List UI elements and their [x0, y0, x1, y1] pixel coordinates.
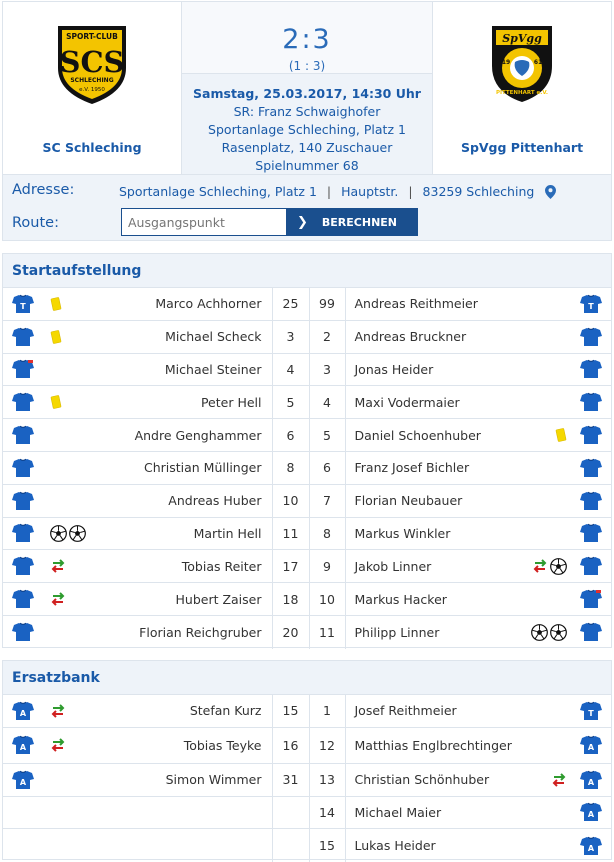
home-shirt — [3, 452, 43, 484]
away-shirt — [571, 764, 611, 796]
substitution-icon — [50, 559, 66, 573]
home-player-name[interactable]: Tobias Teyke — [183, 737, 262, 753]
svg-text:T: T — [588, 301, 594, 311]
away-shirt — [571, 616, 611, 649]
away-event-icons — [513, 518, 571, 550]
away-player-number: 5 — [309, 419, 346, 451]
away-player-name[interactable]: Florian Neubauer — [354, 493, 463, 509]
home-shirt — [3, 419, 43, 451]
route-start-input[interactable] — [121, 208, 287, 236]
away-event-icons — [513, 452, 571, 484]
pitch-info: Rasenplatz, 140 Zuschauer — [221, 140, 393, 155]
home-player-name[interactable]: Peter Hell — [200, 394, 262, 410]
away-event-icons — [513, 419, 571, 451]
away-player-number: 14 — [309, 797, 346, 829]
away-logo-bottom-text: PITTENHART e.V. — [495, 90, 549, 96]
address-place[interactable]: Sportanlage Schleching, Platz 1 — [119, 184, 317, 199]
player-row — [3, 485, 611, 518]
calculate-route-label: BERECHNEN — [321, 215, 397, 229]
shirt-icon — [12, 589, 34, 609]
goal-ball-icon — [531, 624, 548, 641]
away-event-icons — [513, 728, 571, 763]
home-event-icons — [43, 386, 103, 418]
bench-title: Ersatzbank — [3, 661, 611, 695]
home-team[interactable] — [3, 2, 181, 174]
substitution-icon — [551, 773, 567, 787]
shirt-icon — [12, 701, 34, 721]
halftime-score: (1 : 3) — [288, 59, 326, 73]
home-shirt — [3, 583, 43, 615]
venue: Sportanlage Schleching, Platz 1 — [208, 122, 406, 137]
away-event-icons — [513, 550, 571, 582]
svg-text:A: A — [19, 743, 27, 753]
lineup-table — [3, 288, 611, 649]
player-row — [3, 550, 611, 583]
home-player-number — [272, 829, 309, 862]
home-player-number: 4 — [272, 354, 309, 386]
shirt-icon — [580, 589, 602, 609]
map-pin-icon[interactable] — [545, 185, 556, 199]
away-logo-top-text: SpVgg — [502, 32, 542, 45]
player-row — [3, 764, 611, 797]
home-event-icons — [43, 485, 103, 517]
home-shirt — [3, 797, 43, 829]
shirt-icon — [580, 491, 602, 511]
shirt-icon — [580, 770, 602, 790]
shirt-icon — [580, 458, 602, 478]
away-player-number: 6 — [309, 452, 346, 484]
shirt-icon — [580, 327, 602, 347]
bench-table — [3, 695, 611, 862]
home-event-icons — [43, 354, 103, 386]
home-event-icons — [43, 550, 103, 582]
yellow-card-icon — [50, 395, 62, 409]
address-separator: | — [408, 184, 413, 199]
player-row — [3, 354, 611, 387]
away-player-name[interactable]: Christian Schönhuber — [354, 772, 490, 788]
score-box — [182, 2, 432, 74]
away-event-icons — [513, 695, 571, 727]
home-player-number: 17 — [272, 550, 309, 582]
home-player-number: 25 — [272, 288, 309, 320]
home-player-name[interactable]: Florian Reichgruber — [139, 624, 262, 640]
away-player-number: 12 — [309, 728, 346, 763]
shirt-icon — [580, 622, 602, 642]
away-player-number: 99 — [309, 288, 346, 320]
home-shirt — [3, 550, 43, 582]
chevron-right-icon: ❯ — [297, 214, 308, 230]
player-row — [3, 616, 611, 649]
away-event-icons — [513, 829, 571, 862]
away-shirt — [571, 695, 611, 727]
shirt-icon — [580, 392, 602, 412]
game-number: Spielnummer 68 — [255, 158, 359, 173]
shirt-icon — [12, 359, 34, 379]
away-player-name[interactable]: Franz Josef Bichler — [354, 460, 470, 476]
home-player-name[interactable]: Christian Müllinger — [143, 460, 262, 476]
goal-ball-icon — [50, 525, 67, 542]
address-line — [119, 184, 556, 199]
shirt-icon — [12, 523, 34, 543]
home-player-number: 18 — [272, 583, 309, 615]
away-player-name[interactable]: Josef Reithmeier — [354, 703, 457, 719]
home-shirt — [3, 354, 43, 386]
shirt-icon — [580, 836, 602, 856]
home-shirt — [3, 518, 43, 550]
away-player-number: 8 — [309, 518, 346, 550]
home-shirt — [3, 728, 43, 763]
home-event-icons — [43, 728, 103, 763]
home-shirt — [3, 288, 43, 320]
substitution-icon — [50, 592, 66, 606]
away-player-name[interactable]: Jakob Linner — [354, 558, 432, 574]
lineup-title: Startaufstellung — [3, 254, 611, 288]
bench-section — [2, 660, 612, 860]
svg-text:A: A — [587, 843, 595, 853]
shirt-icon — [580, 294, 602, 314]
away-player-name[interactable]: Maxi Vodermaier — [354, 394, 460, 410]
home-player-number: 10 — [272, 485, 309, 517]
home-player-number: 11 — [272, 518, 309, 550]
away-shirt — [571, 829, 611, 862]
shirt-icon — [12, 294, 34, 314]
away-player-name[interactable]: Michael Maier — [354, 804, 442, 820]
shirt-icon — [12, 622, 34, 642]
player-row — [3, 695, 611, 728]
home-shirt — [3, 764, 43, 796]
home-player-number: 5 — [272, 386, 309, 418]
home-event-icons — [43, 518, 103, 550]
svg-text:T: T — [20, 301, 26, 311]
home-player-name[interactable]: Tobias Reiter — [181, 558, 262, 574]
home-player-name[interactable]: Stefan Kurz — [189, 703, 262, 719]
away-player-name[interactable]: Andreas Reithmeier — [354, 296, 478, 312]
home-event-icons — [43, 764, 103, 796]
home-event-icons — [43, 616, 103, 649]
home-player-number: 31 — [272, 764, 309, 796]
address-label: Adresse: — [12, 182, 75, 198]
home-event-icons — [43, 288, 103, 320]
shirt-icon — [580, 802, 602, 822]
home-player-name[interactable]: Andre Genghammer — [134, 427, 262, 443]
away-shirt — [571, 485, 611, 517]
home-player-name[interactable] — [103, 797, 272, 829]
away-shirt — [571, 386, 611, 418]
home-team-logo[interactable] — [52, 22, 132, 106]
home-player-name[interactable]: Marco Achhorner — [155, 296, 262, 312]
home-player-number: 6 — [272, 419, 309, 451]
away-player-name[interactable]: Philipp Linner — [354, 624, 440, 640]
home-player-name[interactable]: Hubert Zaiser — [175, 591, 262, 607]
away-player-number: 15 — [309, 829, 346, 862]
svg-text:A: A — [19, 777, 27, 787]
home-shirt — [3, 386, 43, 418]
away-event-icons — [513, 386, 571, 418]
shirt-icon — [12, 770, 34, 790]
away-player-name[interactable]: Daniel Schoenhuber — [354, 427, 481, 443]
away-shirt — [571, 419, 611, 451]
shirt-icon — [12, 458, 34, 478]
calculate-route-button[interactable] — [287, 208, 418, 236]
address-route-panel — [2, 175, 612, 241]
home-shirt — [3, 321, 43, 353]
shirt-icon — [12, 491, 34, 511]
home-player-name[interactable]: Michael Scheck — [165, 329, 262, 345]
yellow-card-icon — [50, 330, 62, 344]
away-player-number: 11 — [309, 616, 346, 649]
away-logo-year-left: 19 — [501, 59, 511, 66]
away-player-number: 10 — [309, 583, 346, 615]
match-header — [2, 1, 612, 175]
goal-ball-icon — [69, 525, 86, 542]
home-event-icons — [43, 797, 103, 829]
home-shirt — [3, 485, 43, 517]
away-event-icons — [513, 764, 571, 796]
away-event-icons — [513, 616, 571, 649]
home-logo-letters: SCS — [59, 45, 125, 79]
svg-text:A: A — [587, 777, 595, 787]
svg-text:T: T — [588, 708, 594, 718]
home-event-icons — [43, 829, 103, 862]
away-event-icons — [513, 583, 571, 615]
match-info — [193, 85, 421, 175]
home-logo-year: e.V. 1950 — [79, 87, 105, 93]
home-player-name[interactable]: Simon Wimmer — [165, 772, 262, 788]
address-city[interactable]: 83259 Schleching — [422, 184, 535, 199]
home-player-number: 8 — [272, 452, 309, 484]
player-row — [3, 321, 611, 354]
away-shirt — [571, 354, 611, 386]
yellow-card-icon — [50, 297, 62, 311]
player-row — [3, 419, 611, 452]
away-shirt — [571, 583, 611, 615]
goal-ball-icon — [550, 558, 567, 575]
home-player-name[interactable]: Michael Steiner — [164, 361, 262, 377]
yellow-card-icon — [555, 428, 567, 442]
away-player-name[interactable]: Matthias Englbrechtinger — [354, 737, 512, 753]
away-team[interactable] — [433, 2, 611, 174]
away-player-name[interactable]: Markus Winkler — [354, 525, 451, 541]
svg-text:A: A — [19, 708, 27, 718]
goal-ball-icon — [550, 624, 567, 641]
player-row — [3, 386, 611, 419]
home-shirt — [3, 829, 43, 862]
away-shirt — [571, 728, 611, 763]
home-logo-bottom-text: SCHLECHING — [70, 77, 114, 84]
away-event-icons — [513, 288, 571, 320]
shirt-icon — [580, 556, 602, 576]
home-event-icons — [43, 452, 103, 484]
referee: SR: Franz Schwaighofer — [233, 104, 381, 119]
away-player-number: 4 — [309, 386, 346, 418]
route-label: Route: — [12, 215, 59, 231]
player-row — [3, 728, 611, 764]
shirt-icon — [580, 359, 602, 379]
shirt-icon — [12, 327, 34, 347]
lineup-section — [2, 253, 612, 648]
home-event-icons — [43, 419, 103, 451]
player-row — [3, 452, 611, 485]
home-player-number: 16 — [272, 728, 309, 763]
player-row — [3, 518, 611, 551]
substitution-icon — [50, 704, 66, 718]
shirt-icon — [12, 556, 34, 576]
shirt-icon — [580, 523, 602, 543]
player-row — [3, 288, 611, 321]
player-row — [3, 829, 611, 862]
home-player-number: 20 — [272, 616, 309, 649]
home-logo-top-text: SPORT-CLUB — [66, 32, 118, 41]
away-team-logo[interactable] — [482, 22, 562, 106]
home-player-number: 3 — [272, 321, 309, 353]
away-team-name[interactable]: SpVgg Pittenhart — [460, 140, 584, 155]
away-shirt — [571, 288, 611, 320]
home-event-icons — [43, 695, 103, 727]
shirt-icon — [12, 425, 34, 445]
away-shirt — [571, 321, 611, 353]
away-player-number: 1 — [309, 695, 346, 727]
home-shirt — [3, 695, 43, 727]
home-shirt — [3, 616, 43, 649]
svg-text:A: A — [587, 743, 595, 753]
home-player-name[interactable]: Andreas Huber — [168, 493, 262, 509]
home-player-name[interactable] — [103, 829, 272, 862]
away-player-number: 7 — [309, 485, 346, 517]
svg-text:A: A — [587, 810, 595, 820]
shirt-icon — [580, 701, 602, 721]
shirt-icon — [580, 425, 602, 445]
away-player-number: 2 — [309, 321, 346, 353]
shirt-icon — [580, 735, 602, 755]
away-event-icons — [513, 797, 571, 829]
match-date: Samstag, 25.03.2017, 14:30 Uhr — [193, 86, 421, 101]
home-team-name[interactable]: SC Schleching — [42, 140, 142, 155]
address-separator: | — [326, 184, 332, 199]
shirt-icon — [12, 735, 34, 755]
home-event-icons — [43, 583, 103, 615]
away-player-name[interactable]: Jonas Heider — [354, 361, 434, 377]
away-event-icons — [513, 354, 571, 386]
final-score: 2:3 — [282, 24, 332, 55]
away-player-name[interactable]: Markus Hacker — [354, 591, 447, 607]
home-player-name[interactable]: Martin Hell — [193, 525, 262, 541]
away-logo-year-right: 61 — [533, 59, 543, 66]
shirt-icon — [12, 392, 34, 412]
player-row — [3, 583, 611, 616]
away-player-name[interactable]: Lukas Heider — [354, 838, 436, 854]
away-shirt — [571, 452, 611, 484]
away-shirt — [571, 797, 611, 829]
home-player-number: 15 — [272, 695, 309, 727]
away-event-icons — [513, 321, 571, 353]
away-player-name[interactable]: Andreas Bruckner — [354, 329, 467, 345]
away-player-number: 9 — [309, 550, 346, 582]
away-player-number: 3 — [309, 354, 346, 386]
address-street[interactable]: Hauptstr. — [341, 184, 399, 199]
home-player-number — [272, 797, 309, 829]
player-row — [3, 797, 611, 830]
away-shirt — [571, 518, 611, 550]
home-event-icons — [43, 321, 103, 353]
substitution-icon — [532, 559, 548, 573]
substitution-icon — [50, 738, 66, 752]
away-player-number: 13 — [309, 764, 346, 796]
away-shirt — [571, 550, 611, 582]
away-event-icons — [513, 485, 571, 517]
match-center — [181, 2, 433, 174]
